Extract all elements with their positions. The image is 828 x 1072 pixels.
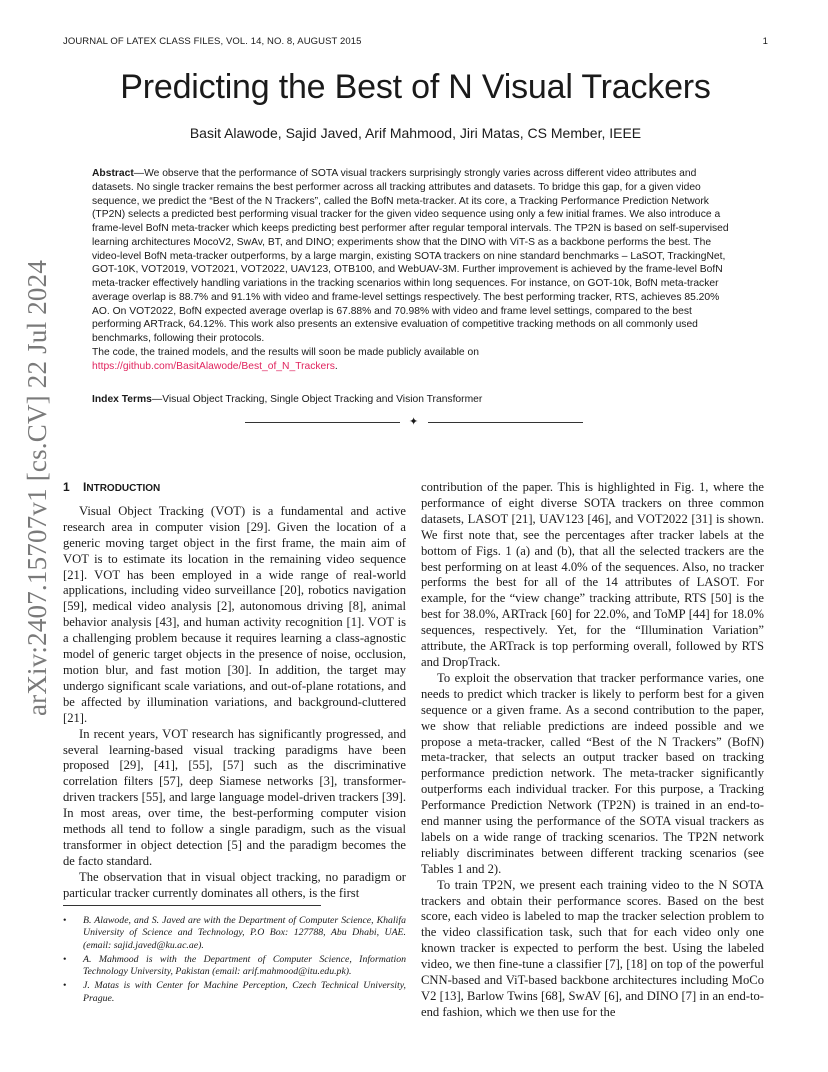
- section-title-initial: I: [83, 480, 87, 494]
- journal-line: JOURNAL OF LATEX CLASS FILES, VOL. 14, NO. 8, AUGUST 2015: [63, 36, 362, 47]
- paragraph: Visual Object Tracking (VOT) is a fundamental and active research area in computer vision [29]. Given the location of a generic moving target object in the first frame, the main aim of VOT is to estimate its location in the remaining video sequence [21]. VOT has been employed in a wide range of real-world applications, including video surveillance [20], robotics navigation [59], medical video analysis [2], autonomous driving [8], animal behavior analysis [43], and human activity recognition [1]. VOT is a challenging problem because it requires learning a class-agnostic model of generic target objects in the presence of noise, occlusion, motion blur, and fast motion [30]. In addition, the target may undergo significant scale variations, and out-of-plane rotations, and be affected by illumination variations, and background-cluttered [21].: [63, 503, 406, 725]
- arxiv-stamp: arXiv:2407.15707v1 [cs.CV] 22 Jul 2024: [22, 259, 52, 717]
- abstract-text: —We observe that the performance of SOTA visual trackers surprisingly strongly varies across different video attributes and datasets. No single tracker remains the best performer across all tracking attributes and datasets. To bridge this gap, for a given video sequence, we predict the “Best of the N Trackers”, called the BofN meta-tracker. At its core, a Tracking Performance Prediction Network (TP2N) selects a predicted best performing visual tracker for the given video sequence using only a few initial frames. We also introduce a frame-level BofN meta-tracker which keeps predicting best performer after regular temporal intervals. The TP2N is based on self-supervised learning architectures MocoV2, SwAv, BT, and DINO; experiments show that the DINO with ViT-S as a backbone performs the best. The video-level BofN meta-tracker outperforms, by a large margin, existing SOTA trackers on nine standard benchmarks – LaSOT, TrackingNet, GOT-10K, VOT2019, VOT2021, VOT2022, UAV123, OTB100, and WebUAV-3M. Further improvement is achieved by the frame-level BofN meta-tracker effectively handling variations in the tracking scenarios within long sequences. For instance, on GOT-10k, BofN meta-tracker average overlap is 88.7% and 91.1% with video and frame-level settings respectively. The best performing tracker, RTS, achieves 85.20% AO. On VOT2022, BofN expected average overlap is 67.88% and 70.98% with video and frame level settings, compared to the best performing ARTrack, 64.12%. This work also presents an extensive evaluation of competitive tracking methods on all commonly used benchmarks, following their protocols.: [92, 168, 729, 344]
- paragraph: contribution of the paper. This is highlighted in Fig. 1, where the performance of eight diverse SOTA trackers on three common datasets, LASOT [21], UAV123 [46], and VOT2022 [31] is shown. We first note that, see the percentages after tracker labels at the bottom of Figs. 1 (a) and (b), that all the selected trackers are the best performing on at least 4.0% of the sequences. Also, no tracker performs the best for all of the 14 attributes of LASOT. For example, for the “view change” tracking attribute, RTS [50] is the best for 38.0%, ARTrack [60] for 22.0%, and ToMP [44] for 18.0% sequences, respectively. Yet, for the “Illumination Variation” attribute, the ARTrack is top performing overall, followed by RTS and DropTrack.: [421, 480, 764, 669]
- footnote-item: [63, 954, 406, 979]
- index-terms-text: —Visual Object Tracking, Single Object Tracking and Vision Transformer: [151, 394, 483, 405]
- github-link[interactable]: https://github.com/BasitAlawode/Best_of_N_Trackers: [92, 360, 335, 372]
- footnote-item: [63, 915, 406, 952]
- section-divider: [245, 416, 583, 428]
- bullet-icon: •: [63, 953, 67, 965]
- footnote-text: A. Mahmood is with the Department of Computer Science, Information Technology University, Pakistan (email: arif.mahmood@itu.edu.pk).: [83, 953, 406, 978]
- footnotes: [63, 915, 406, 1007]
- paper-title: Predicting the Best of N Visual Trackers: [120, 68, 711, 106]
- page-number: 1: [762, 36, 768, 47]
- right-column: [421, 480, 764, 1021]
- footnote-item: [63, 980, 406, 1005]
- abstract: [92, 167, 739, 373]
- footnote-text: J. Matas is with Center for Machine Perception, Czech Technical University, Prague.: [83, 980, 406, 1004]
- author-list: Basit Alawode, Sajid Javed, Arif Mahmood, Jiri Matas, CS Member, IEEE: [189, 125, 642, 141]
- code-availability: The code, the trained models, and the results will soon be made publicly available on: [92, 346, 479, 358]
- bullet-icon: •: [63, 980, 67, 992]
- divider-line-right: [428, 422, 583, 423]
- section-heading: [63, 480, 406, 497]
- abstract-label: Abstract: [92, 168, 134, 179]
- running-header: [63, 36, 768, 47]
- paragraph: In recent years, VOT research has significantly progressed, and several learning-based visual tracking paradigms have been proposed [29], [41], [55], [57] such as the discriminative correlation filters [57], deep Siamese networks [3], transformer-driven trackers [55], and large language model-driven trackers [39]. In most areas, over time, the best-performing computer vision methods all tend to follow a single paradigm, such as the visual transformer in object detection [5] and the paradigm becomes the de facto standard.: [63, 726, 406, 868]
- paragraph: To train TP2N, we present each training video to the N SOTA trackers and obtain their performance scores. Based on the best score, each video is labeled to map the tracker selection problem to the video classification task, such that for each video only one known tracker is expected to perform the best. Using the labeled video, we then fine-tune a classifier [7], [18] on top of the powerful CNN-based and ViT-based backbone architectures including MoCo V2 [13], Barlow Twins [68], SwAV [6], and DINO [7] in an end-to-end fashion, which we then use for the: [421, 877, 764, 1019]
- section-title-rest: NTRODUCTION: [86, 483, 161, 494]
- footnote-rule: [63, 905, 321, 906]
- index-terms-label: Index Terms: [92, 394, 152, 405]
- paragraph: The observation that in visual object tracking, no paradigm or particular tracker currently dominates all others, is the first: [63, 869, 406, 900]
- divider-line-left: [245, 422, 400, 423]
- bullet-icon: •: [63, 915, 67, 926]
- left-column: [63, 480, 406, 902]
- paragraph: To exploit the observation that tracker performance varies, one needs to predict which tracker is likely to perform best for a given sequence or a given frame. As a second contribution to the paper, we show that reliable predictions are indeed possible and we propose a meta-tracker, called “Best of the N Trackers” (BofN) meta-tracker, that selects an output tracker based on tracking performance prediction network. The meta-tracker significantly outperforms each individual tracker. For this purpose, a Tracking Performance Prediction Network (TP2N) is trained in an end-to-end manner using the performance of the SOTA visual trackers as labels on a wide range of tracking scenarios. The TP2N network reliably discriminates between different tracking scenarios (see Tables 1 and 2).: [421, 670, 764, 876]
- footnote-text: B. Alawode, and S. Javed are with the Department of Computer Science, Khalifa University of Science and Technology, P.O Box: 127788, Abu Dhabi, UAE. (email: sajid.javed@ku.ac.ae).: [83, 915, 406, 951]
- diamond-icon: ✦: [409, 416, 419, 428]
- url-period: .: [334, 360, 338, 372]
- section-number: 1: [63, 480, 70, 494]
- index-terms: [92, 394, 739, 405]
